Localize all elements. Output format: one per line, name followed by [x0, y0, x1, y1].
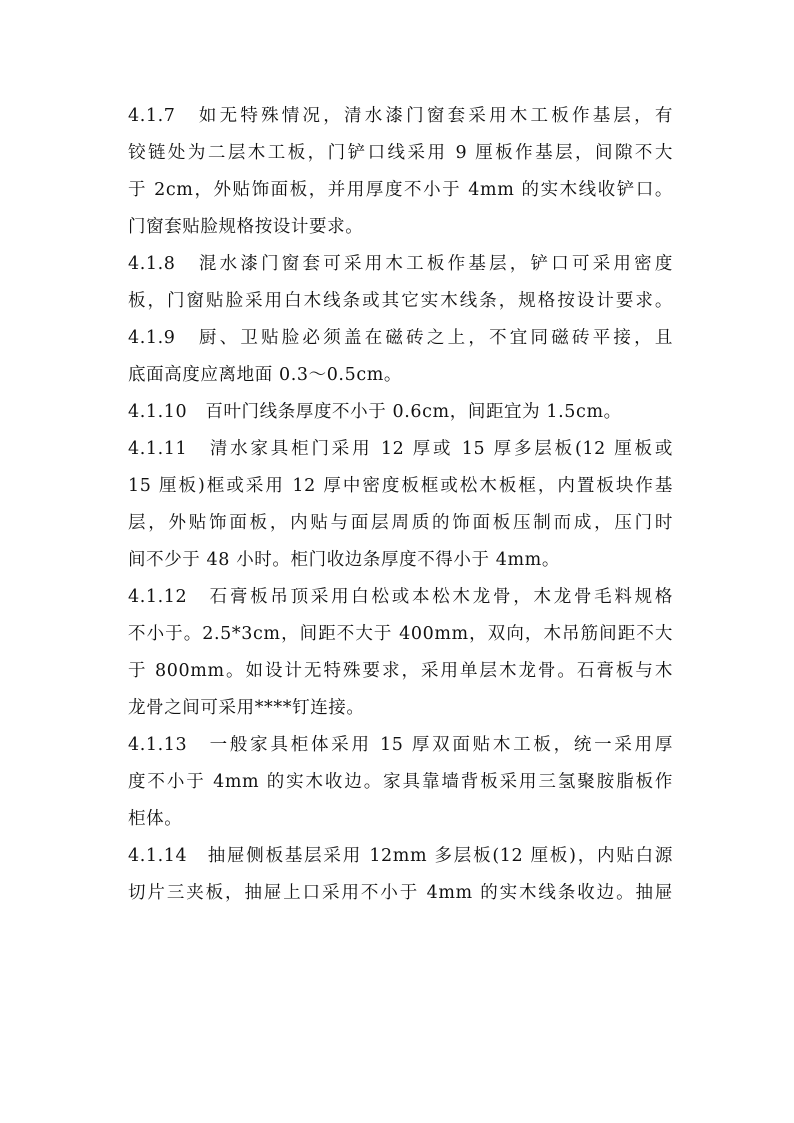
text-line: 于 800mm。如设计无特殊要求，采用单层木龙骨。石膏板与木	[128, 661, 673, 681]
text-line: 4.1.12 石膏板吊顶采用白松或本松木龙骨，木龙骨毛料规格	[128, 587, 673, 607]
text-line: 底面高度应离地面 0.3～0.5cm。	[128, 365, 403, 385]
text-line: 不小于。2.5*3cm，间距不大于 400mm，双向，木吊筋间距不大	[128, 624, 673, 644]
text-line: 度不小于 4mm 的实木收边。家具靠墙背板采用三氢聚胺脂板作	[128, 772, 673, 792]
text-line: 板，门窗贴脸采用白木线条或其它实木线条，规格按设计要求。	[128, 291, 673, 311]
text-line: 门窗套贴脸规格按设计要求。	[128, 217, 364, 237]
text-line: 于 2cm，外贴饰面板，并用厚度不小于 4mm 的实木线收铲口。	[128, 180, 673, 200]
text-line: 4.1.14 抽屉侧板基层采用 12mm 多层板(12 厘板)，内贴白源	[128, 846, 673, 866]
text-line: 4.1.8 混水漆门窗套可采用木工板作基层，铲口可采用密度	[128, 254, 673, 274]
text-line: 4.1.9 厨、卫贴脸必须盖在磁砖之上，不宜同磁砖平接，且	[128, 328, 673, 348]
text-line: 4.1.13 一般家具柜体采用 15 厚双面贴木工板，统一采用厚	[128, 735, 673, 755]
text-line: 切片三夹板，抽屉上口采用不小于 4mm 的实木线条收边。抽屉	[128, 883, 673, 903]
text-line: 4.1.11 清水家具柜门采用 12 厚或 15 厚多层板(12 厘板或	[128, 439, 673, 459]
text-line: 间不少于 48 小时。柜门收边条厚度不得小于 4mm。	[128, 550, 560, 570]
text-line: 4.1.10 百叶门线条厚度不小于 0.6cm，间距宜为 1.5cm。	[128, 402, 622, 422]
text-line: 层，外贴饰面板，内贴与面层周质的饰面板压制而成，压门时	[128, 513, 673, 533]
text-line: 4.1.7 如无特殊情况，清水漆门窗套采用木工板作基层，有	[128, 106, 673, 126]
text-line: 铰链处为二层木工板，门铲口线采用 9 厘板作基层，间隙不大	[128, 143, 673, 163]
text-line: 15 厘板)框或采用 12 厚中密度板框或松木板框，内置板块作基	[128, 476, 673, 496]
text-line: 龙骨之间可采用****钉连接。	[128, 698, 365, 718]
text-line: 柜体。	[128, 809, 183, 829]
